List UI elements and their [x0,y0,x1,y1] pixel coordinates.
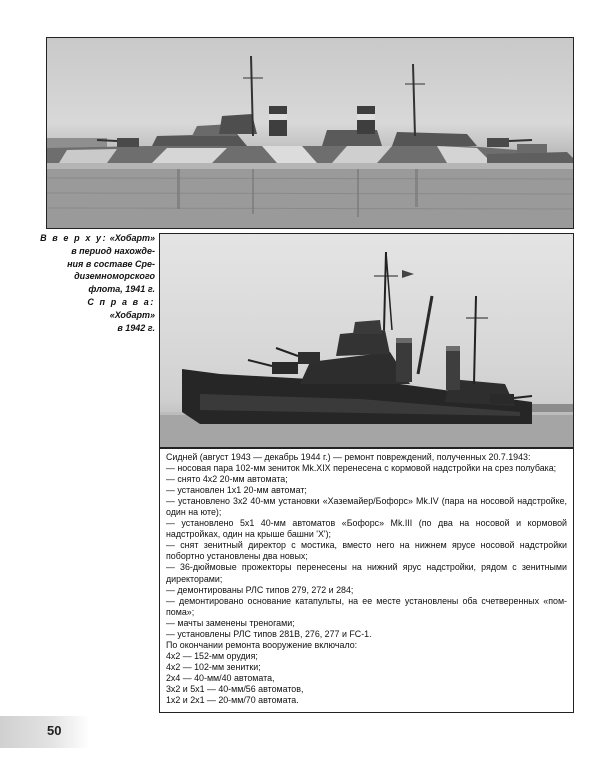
caption-line: в 1942 г. [117,322,155,333]
text-line: — мачты заменены треногами; [166,617,295,628]
text-line: — установлено 3х2 40-мм установки «Хаземайер/Бофорс» Mk.IV (пара на носовой надстройке, один на юте); [166,496,567,518]
page-number: 50 [47,723,62,738]
ship-photo-1941 [47,38,573,228]
ship-photo-1942 [160,234,573,447]
text-line: — 36-дюймовые прожекторы перенесены на нижний ярус надстройки, рядом с зенитными директорами; [166,562,567,584]
caption-line: в период нахожде- [71,245,155,256]
text-line: — демонтировано основание катапульты, на ее месте установлены оба счетверенных «пом-пома»; [166,595,567,617]
caption-title-right: «Хобарт» [109,309,155,320]
text-line: Сидней (август 1943 — декабрь 1944 г.) — ремонт повреждений, полученных 20.7.1943: [166,452,531,462]
text-line: — носовая пара 102-мм зениток Mk.XIX перенесена с кормовой надстройки на срез полубака; [166,463,557,474]
caption-top-heading [40,232,155,245]
text-line: — снят зенитный директор с мостика, вместо него на нижнем ярусе носовой надстройки побортно установлены два новых; [166,540,567,562]
caption-lead-right: С п р а в а: [87,296,155,307]
text-line: 3х2 и 5х1 — 40-мм/56 автоматов, [166,683,304,694]
text-line: — установлены РЛС типов 281B, 276, 277 и FC-1. [166,628,372,639]
text-line: — установлено 5х1 40-мм автоматов «Бофорс» Mk.III (по два на носовой и кормовой надстройках, один на крыше башни 'X'); [166,518,567,540]
text-line: — снято 4х2 20-мм автомата; [166,474,288,485]
photo-hobart-1942 [159,233,574,448]
text-line: 2х4 — 40-мм/40 автомата, [166,672,275,683]
caption-lead-top: В в е р х у: [40,233,108,243]
caption-title-top: «Хобарт» [109,233,155,243]
photo-caption [40,232,155,334]
text-line: — демонтированы РЛС типов 279, 272 и 284; [166,584,354,595]
text-line: 1х2 и 2х1 — 20-мм/70 автомата. [166,695,299,706]
text-line: — установлен 1х1 20-мм автомат; [166,485,307,496]
text-line: 4х2 — 102-мм зенитки; [166,661,261,672]
page-number-band [0,716,90,748]
refit-text-block [159,448,574,713]
caption-line: флота, 1941 г. [88,284,155,295]
photo-hobart-1941 [46,37,574,229]
caption-line: ния в составе Сре- [67,258,155,269]
text-line: По окончании ремонта вооружение включало: [166,639,358,650]
caption-right-heading [40,296,155,322]
caption-line: диземноморского [74,271,155,282]
text-line: 4х2 — 152-мм орудия; [166,650,258,661]
